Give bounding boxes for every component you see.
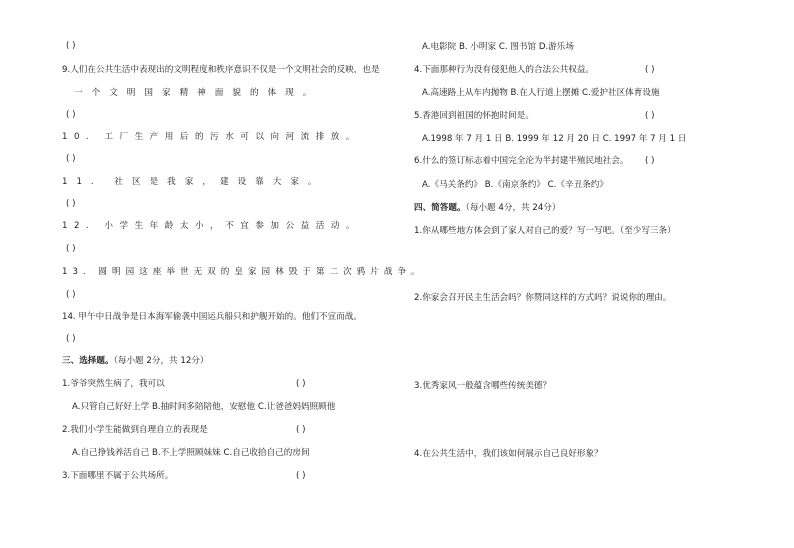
q13-text: 13. 圆明园这座举世无双的皇家园林毁于第二次鸦片战争。 (62, 267, 425, 277)
section-3-note: （每小题 2分，共 12分） (113, 356, 209, 366)
choice-2-text: 2.我们小学生能做到自理自立的表现是 (62, 425, 208, 435)
choice-2-options: A.自己挣钱养活自己 B.不上学照顾妹妹 C.自己收拾自己的房间 (72, 448, 310, 458)
q14-text: 14. 甲午中日战争是日本海军偷袭中国运兵船只和护舰开始的。他们不宣而战。 (62, 312, 362, 322)
q10-answer-paren: ( ) (66, 154, 76, 164)
short-answer-1: 1.你从哪些地方体会到了家人对自己的爱？写一写吧。（至少写三条） (414, 226, 676, 236)
short-answer-4: 4.在公共生活中，我们该如何展示自己良好形象？ (414, 449, 603, 459)
choice-6-text: 6.什么的签订标志着中国完全沦为半封建半殖民地社会。 (414, 156, 629, 166)
q9-line-1: 9.人们在公共生活中表现出的文明程度和秩序意识不仅是一个文明社会的反映，也是 (62, 65, 380, 75)
choice-3-answer-paren: ( ) (296, 471, 306, 481)
choice-4-answer-paren: ( ) (645, 65, 655, 75)
choice-4-options: A.高速路上从车内抛物 B.在人行道上摆摊 C.爱护社区体育设施 (422, 88, 660, 98)
section-3-heading (62, 355, 209, 367)
section-3-title: 三、选择题。 (62, 356, 114, 366)
choice-4-text: 4.下面那种行为没有侵犯他人的合法公共权益。 (414, 65, 595, 75)
section-4-title: 四、简答题。 (414, 203, 466, 213)
choice-6-answer-paren: ( ) (645, 156, 655, 166)
q12-text: 12. 小学生年龄太小，不宜参加公益活动。 (62, 221, 361, 231)
choice-3-text: 3.下面哪里不属于公共场所。 (62, 471, 174, 481)
q9-answer-paren: ( ) (66, 110, 76, 120)
section-4-heading (414, 202, 561, 214)
choice-5-options: A.1998 年 7 月 1 日 B. 1999 年 12 月 20 日 C. 1997 年 7 月 1 日 (422, 134, 687, 144)
choice-2-answer-paren: ( ) (296, 425, 306, 435)
choice-1-answer-paren: ( ) (296, 379, 306, 389)
choice-5-answer-paren: ( ) (645, 111, 655, 121)
q11-answer-paren: ( ) (66, 199, 76, 209)
choice-5-text: 5.香港回到祖国的怀抱时间是。 (414, 111, 534, 121)
choice-3-options: A.电影院 B. 小明家 C. 图书馆 D.游乐场 (422, 42, 574, 52)
choice-1-text: 1.爷爷突然生病了，我可以 (62, 379, 165, 389)
choice-6-options: A.《马关条约》 B.《南京条约》 C.《辛丑条约》 (422, 180, 608, 190)
q11-text: 11. 社区是我家，建设靠大家。 (62, 177, 326, 187)
section-4-note: （每小题 4分，共 24分） (465, 203, 561, 213)
short-answer-2: 2.你家会召开民主生活会吗？你赞同这样的方式吗？说说你的理由。 (414, 293, 672, 303)
q9-line-2: 一个文明国家精神面貌的体现。 (74, 88, 321, 98)
choice-1-options: A.只管自己好好上学 B.抽时间多陪陪他，安慰他 C.让爸爸妈妈照顾他 (72, 402, 336, 412)
q8-answer-paren: ( ) (66, 41, 76, 51)
q13-answer-paren: ( ) (66, 290, 76, 300)
q10-text: 10. 工厂生产用后的污水可以向河流排放。 (62, 132, 361, 142)
q12-answer-paren: ( ) (66, 244, 76, 254)
short-answer-3: 3.优秀家风一般蕴含哪些传统美德？ (414, 381, 552, 391)
q14-answer-paren: ( ) (66, 334, 76, 344)
